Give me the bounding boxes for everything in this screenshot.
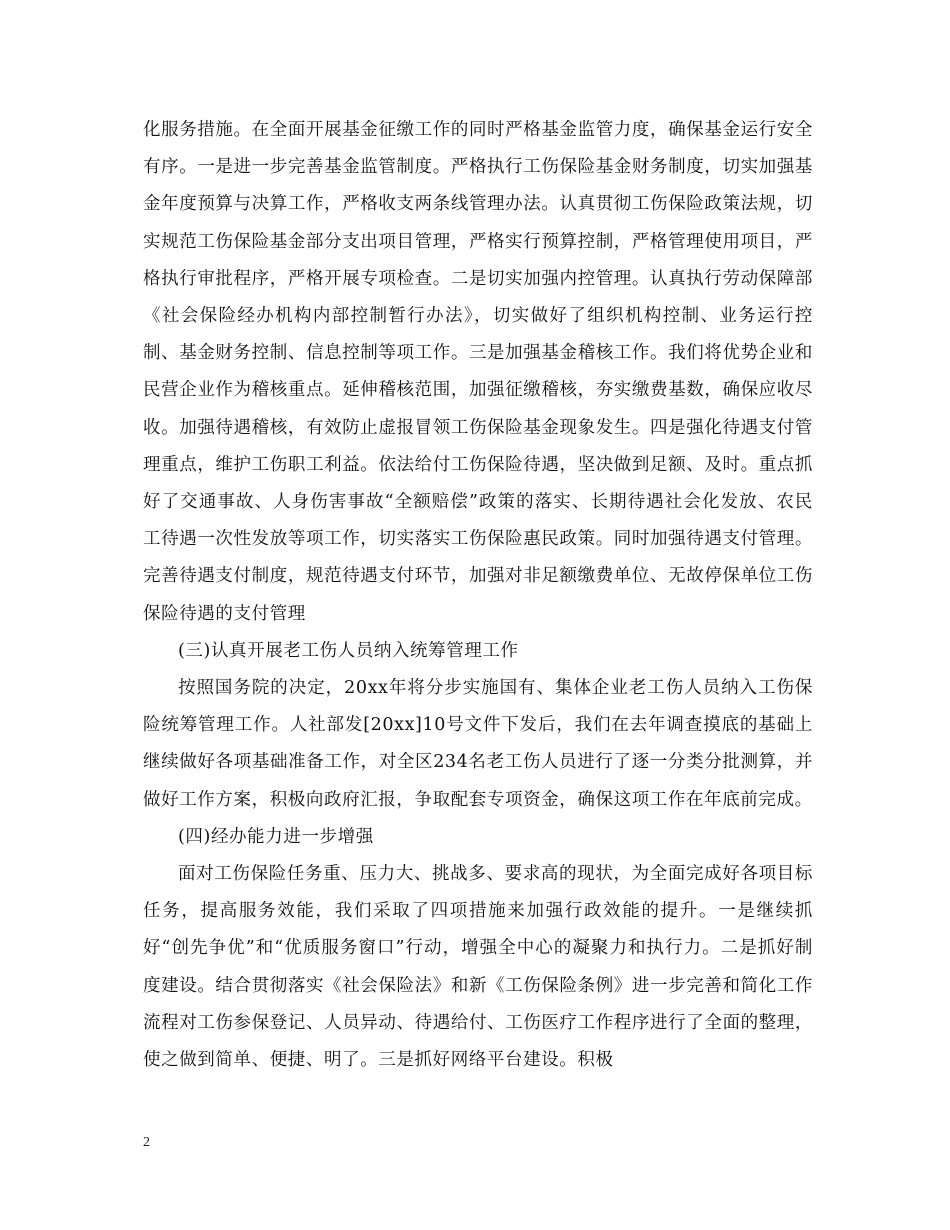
section-heading-3: (三)认真开展老工伤人员纳入统筹管理工作 — [178, 640, 519, 661]
paragraph-capacity-building: 面对工伤保险任务重、压力大、挑战多、要求高的现状，为全面完成好各项目标任务，提高服务效能，我们采取了四项措施来加强行政效能的提升。一是继续抓好“创先争优”和“优质服务窗口”行动，增强全中心的凝聚力和执行力。二是抓好制度建设。结合贯彻落实《社会保险法》和新《工伤保险条例》进一步完善和简化工作流程对工伤参保登记、人员异动、待遇给付、工伤医疗工作程序进行了全面的整理，使之做到简单、便捷、明了。三是抓好网络平台建设。积极 — [143, 864, 813, 1071]
paragraph-fund-supervision: 化服务措施。在全面开展基金征缴工作的同时严格基金监管力度，确保基金运行安全有序。一是进一步完善基金监管制度。严格执行工伤保险基金财务制度，切实加强基金年度预算与决算工作，严格收支两条线管理办法。认真贯彻工伤保险政策法规，切实规范工伤保险基金部分支出项目管理，严格实行预算控制，严格管理使用项目，严格执行审批程序，严格开展专项检查。二是切实加强内控管理。认真执行劳动保障部《社会保险经办机构内部控制暂行办法》，切实做好了组织机构控制、业务运行控制、基金财务控制、信息控制等项工作。三是加强基金稽核工作。我们将优势企业和民营企业作为稽核重点。延伸稽核范围，加强征缴稽核，夯实缴费基数，确保应收尽收。加强待遇稽核，有效防止虚报冒领工伤保险基金现象发生。四是强化待遇支付管理重点，维护工伤职工利益。依法给付工伤保险待遇，坚决做到足额、及时。重点抓好了交通事故、人身伤害事故“全额赔偿”政策的落实、长期待遇社会化发放、农民工待遇一次性发放等项工作，切实落实工伤保险惠民政策。同时加强待遇支付管理。完善待遇支付制度，规范待遇支付环节，加强对非足额缴费单位、无故停保单位工伤保险待遇的支付管理 — [143, 120, 813, 624]
paragraph-old-injury-personnel: 按照国务院的决定，20xx年将分步实施国有、集体企业老工伤人员纳入工伤保险统筹管理工作。人社部发[20xx]10号文件下发后，我们在去年调查摸底的基础上继续做好各项基础准备工作，对全区234名老工伤人员进行了逐一分类分批测算，并做好工作方案，积极向政府汇报，争取配套专项资金，确保这项工作在年底前完成。 — [143, 678, 813, 810]
page-number: 2 — [143, 1135, 150, 1150]
section-heading-4: (四)经办能力进一步增强 — [178, 826, 374, 847]
document-body — [143, 112, 813, 1079]
